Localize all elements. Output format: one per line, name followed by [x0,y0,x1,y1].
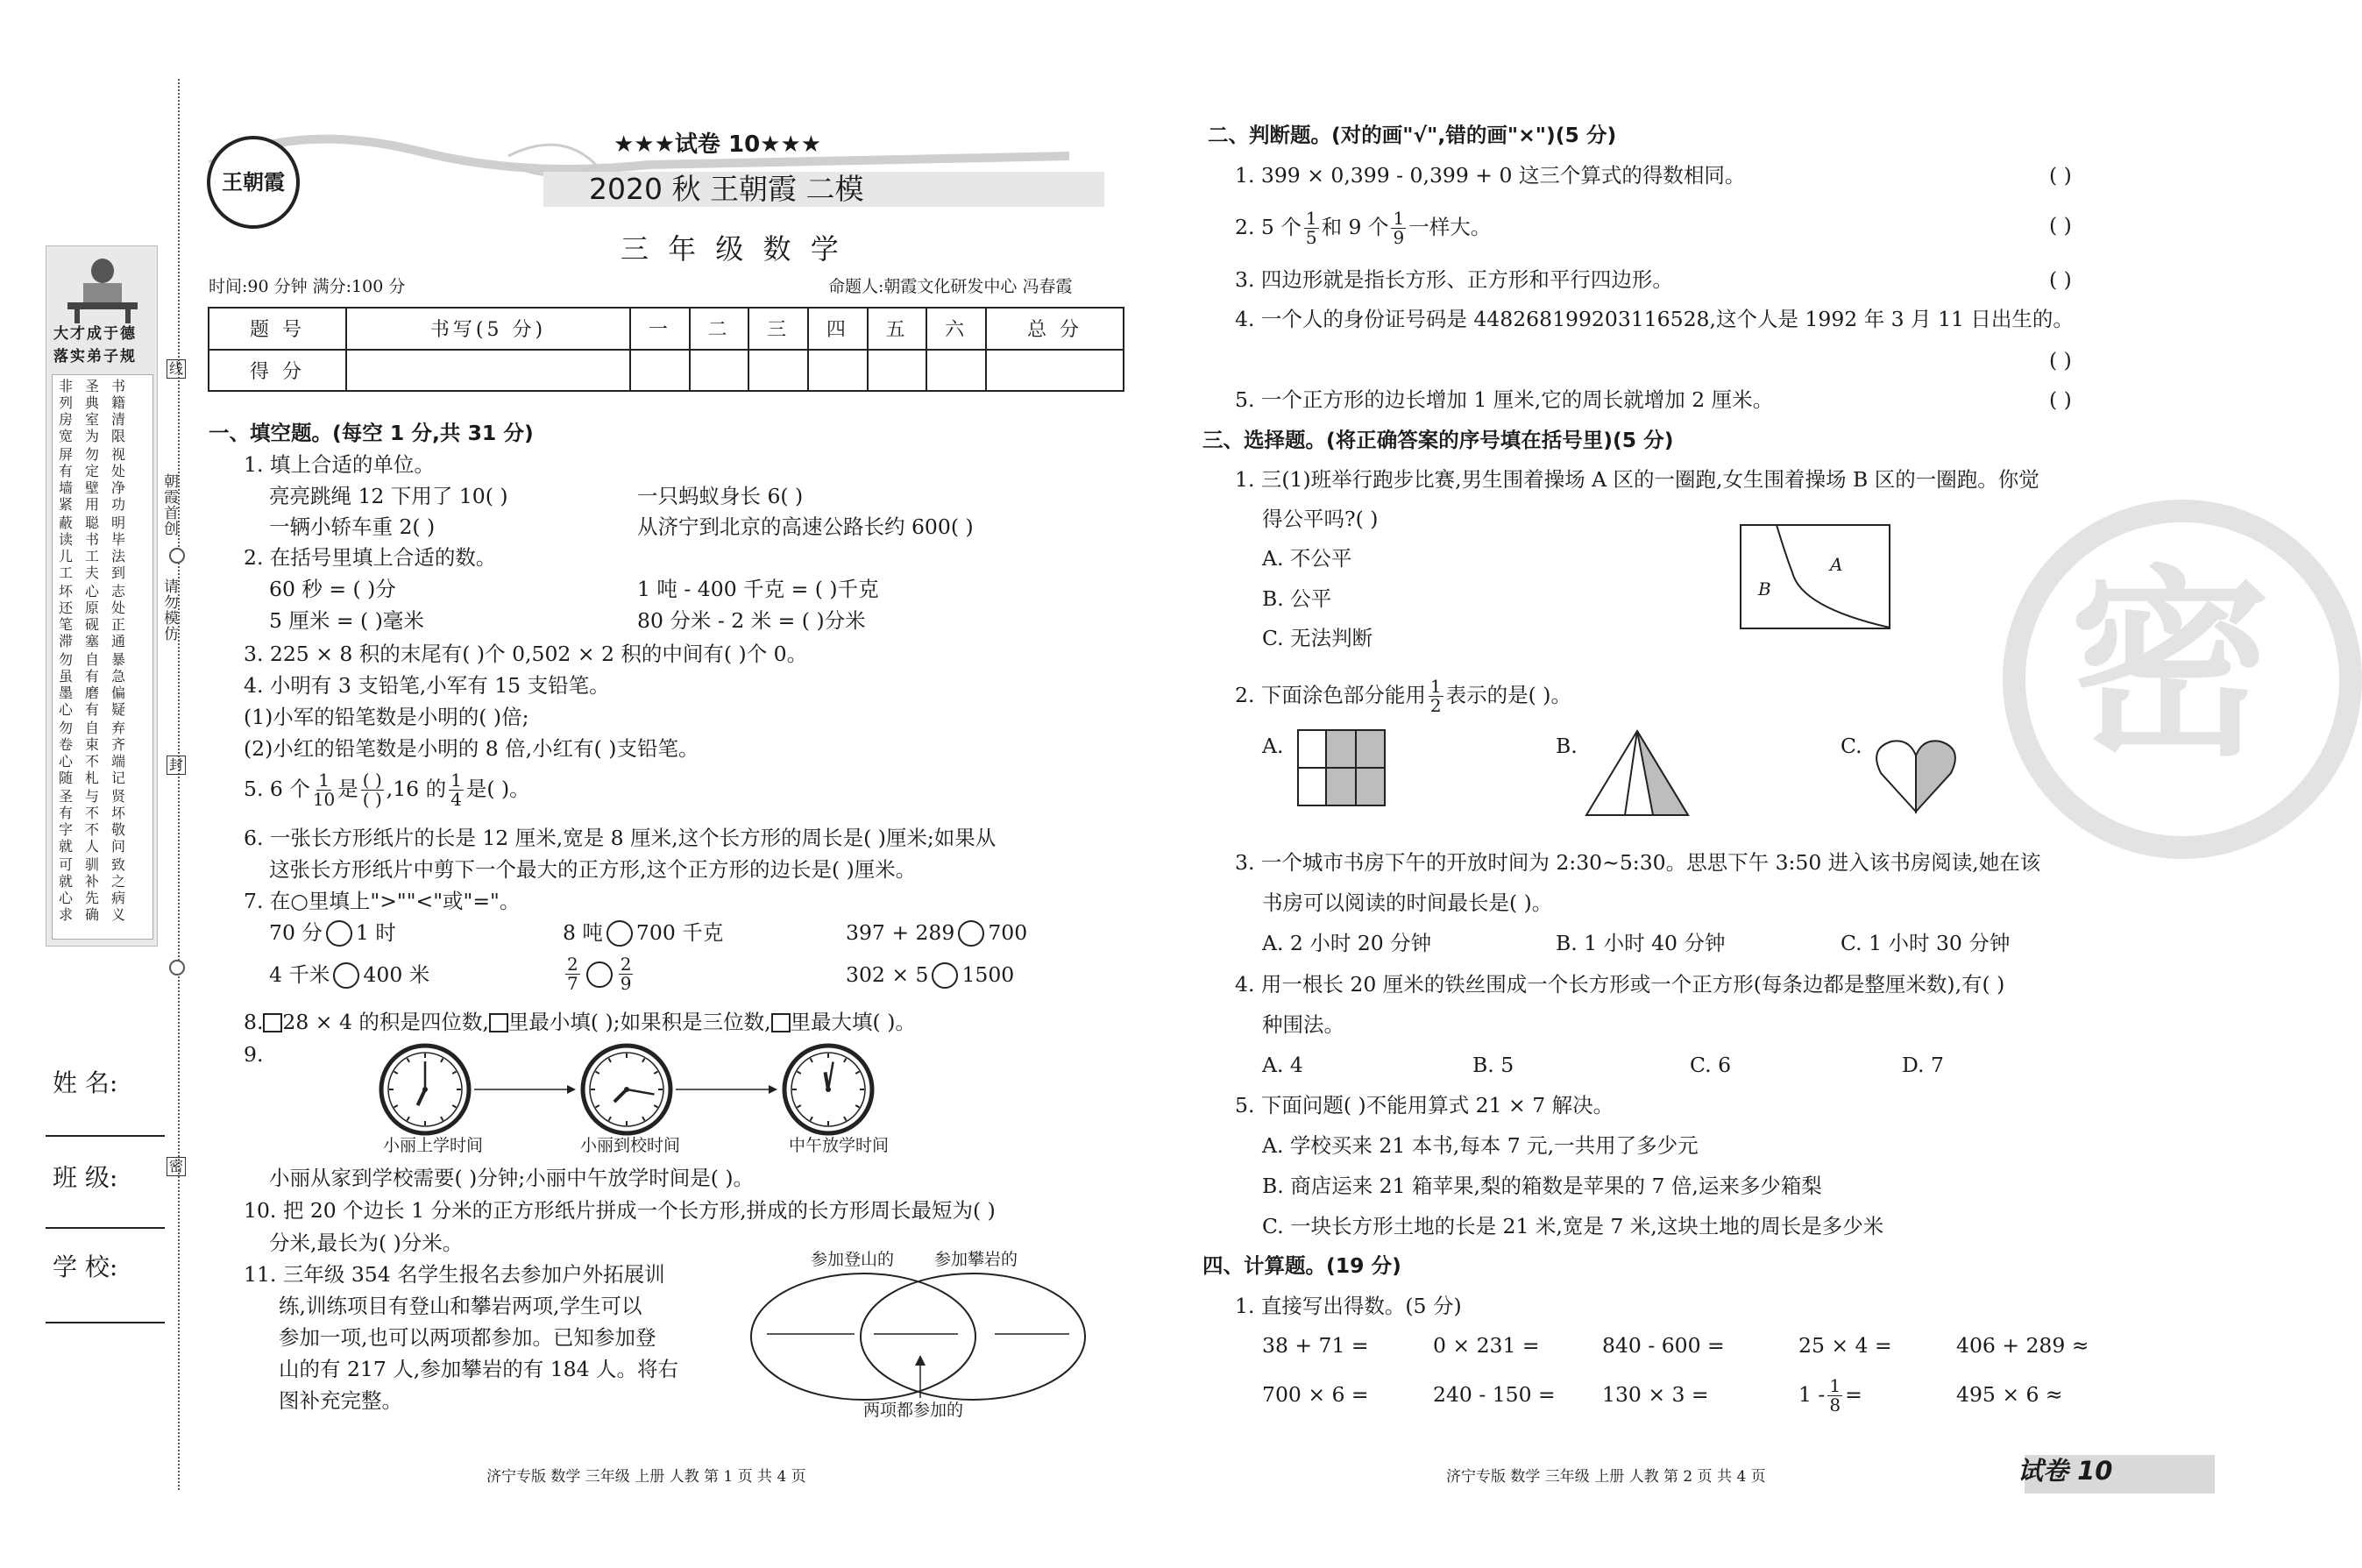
score-cell[interactable] [808,350,868,392]
sec3-title: 三、选择题。(将正确答案的序号填在括号里)(5 分) [1202,428,1674,452]
time-info: 时间:90 分钟 满分:100 分 [209,277,406,296]
calc-item: 130 × 3 = [1602,1382,1709,1407]
digit-box[interactable] [771,1013,791,1032]
q1-2d: 80 分米 - 2 米 = ( )分米 [637,608,866,633]
c-q1a: 1. 三(1)班举行跑步比赛,男生围着操场 A 区的一圈跑,女生围着操场 B 区的一圈跑。你觉 [1235,467,2039,492]
verse-column: 贤坏敬问 [111,788,127,855]
q1-2b: 1 吨 - 400 千克 = ( )千克 [637,577,879,601]
verse-column: 自束不札 [85,720,101,786]
sec2-title: 二、判断题。(对的画"√",错的画"×")(5 分) [1208,123,1617,147]
calc-item: 240 - 150 = [1433,1382,1556,1407]
verse-column: 驯补先确 [85,856,101,923]
q5-pre: 5. 6 个 [244,777,310,802]
arrow-right-icon [769,1085,777,1094]
c-q4a: 4. 用一根长 20 厘米的铁丝围成一个长方形或一个正方形(每条边都是整厘米数),有( ) [1235,972,2005,997]
q1-11a: 11. 三年级 354 名学生报名去参加户外拓展训 [244,1262,665,1287]
motto-bottom: 落实弟子规 [53,348,137,365]
q1-1b: 一只蚂蚁身长 6( ) [637,484,804,508]
digit-box[interactable] [263,1013,282,1032]
clock-pivot [826,1087,831,1092]
class-label: 班 级: [53,1163,118,1192]
score-cell[interactable] [986,350,1124,392]
c-q4-optC[interactable]: C. 6 [1690,1053,1732,1077]
calc-item: 25 × 4 = [1798,1333,1892,1358]
verse-column: 视处净功 [111,446,127,513]
score-cell[interactable] [748,350,808,392]
q5-frac-1: $\frac{1}{10}$ [312,769,336,810]
j-q4-answer[interactable]: ( ) [2049,348,2072,372]
q5-mid2: ,16 的 [386,777,447,802]
j-q1-answer[interactable]: ( ) [2049,163,2072,188]
verse-column: 暴急偏疑 [111,651,127,718]
j-q5-answer[interactable]: ( ) [2049,387,2072,412]
q1-10a: 10. 把 20 个边长 1 分米的正方形纸片拼成一个长方形,拼成的长方形周长最短为( ) [244,1198,996,1223]
c-q2-optA[interactable]: A. [1262,734,1284,758]
j-q2: 2. 5 个 $\frac{1}{5}$ 和 9 个 $\frac{1}{9}$ 一样大。 [1235,207,1492,248]
paper-number: ★★★试卷 10★★★ [614,131,822,158]
name-input[interactable] [46,1135,165,1137]
j-q3: 3. 四边形就是指长方形、正方形和平行四边形。 [1235,267,1673,292]
c-q5-optB[interactable]: B. 商店运来 21 箱苹果,梨的箱数是苹果的 7 倍,运来多少箱梨 [1262,1174,1822,1198]
playground-figure [1740,524,1890,629]
name-label: 姓 名: [53,1068,118,1097]
seal-line: 线 [167,359,186,379]
frac-2-7: $\frac{2}{7}$ [567,954,578,994]
verse-column: 弃齐端记 [111,720,127,786]
logo-seal [207,136,300,229]
q7-row1-b: 8 吨 700 千克 [563,920,724,946]
class-input[interactable] [46,1227,165,1229]
score-header-cell: 一 [630,308,690,350]
verse-column: 非列房宽 [59,378,74,444]
q1-3: 3. 225 × 8 积的末尾有( )个 0,502 × 2 积的中间有( )个 0。 [244,642,808,666]
verse-column: 圣有字就 [59,788,74,855]
score-header-cell: 书写(5 分) [346,308,630,350]
c-q2-optB[interactable]: B. [1556,734,1578,758]
score-header-cell: 四 [808,308,868,350]
verse-column: 圣典室为 [85,378,101,444]
q1-2c: 5 厘米 = ( )毫米 [269,608,424,633]
seal-secret: 密 [167,1157,186,1176]
venn-label-left: 参加登山的 [811,1250,895,1269]
c-q2: 2. 下面涂色部分能用 $\frac{1}{2}$ 表示的是( )。 [1235,675,1571,716]
score-header-cell: 六 [926,308,986,350]
q1-5 [244,770,530,810]
grid-shape-figure [1297,729,1387,806]
compare-circle[interactable] [333,962,359,989]
subject-title: 三 年 级 数 学 [621,232,844,266]
c-q3b: 书房可以阅读的时间最长是( )。 [1262,890,1553,915]
verse-column: 致之病义 [111,856,127,923]
binding-hole-1 [169,548,185,564]
venn-circle-left [751,1274,975,1400]
compare-circle[interactable] [586,961,613,988]
c-q2-optC[interactable]: C. [1841,734,1862,758]
clock-pivot [422,1087,428,1092]
q1-6b: 这张长方形纸片中剪下一个最大的正方形,这个正方形的边长是( )厘米。 [269,857,917,882]
q5-post: 是( )。 [465,777,530,802]
q1-1a: 亮亮跳绳 12 下用了 10( ) [269,484,508,508]
school-input[interactable] [46,1322,165,1323]
c-q4-optD[interactable]: D. 7 [1902,1053,1944,1077]
score-header-cell: 题 号 [209,308,346,350]
q1-2: 2. 在括号里填上合适的数。 [244,545,497,570]
clock-label-1: 小丽上学时间 [383,1136,484,1155]
j-q3-answer[interactable]: ( ) [2049,267,2072,292]
field-label-B: B [1758,578,1771,600]
verse-column: 书籍清限 [111,378,127,444]
q1-11d: 山的有 217 人,参加攀岩的有 184 人。将右 [279,1357,679,1381]
q1-6a: 6. 一张长方形纸片的长是 12 厘米,宽是 8 厘米,这个长方形的周长是( )厘米;如果从 [244,826,997,850]
score-row-label: 得 分 [209,350,346,392]
verse-column: 明毕法到 [111,514,127,581]
vertical-note-2: 请勿模仿 [160,578,179,642]
calc-item: 840 - 600 = [1602,1333,1725,1358]
j-q1: 1. 399 × 0,399 - 0,399 + 0 这三个算式的得数相同。 [1235,163,1746,188]
calc-q1: 1. 直接写出得数。(5 分) [1235,1294,1462,1318]
logo-text: 王朝霞 [222,170,285,195]
q7-row2-b [563,955,635,993]
motto-top: 大才成于德 [53,325,137,343]
watermark-text: 密 [2069,550,2272,784]
q5-mid: 是 [337,777,358,802]
vertical-note-1: 朝霞首创 [160,473,179,536]
seal-seal: 封 [167,756,186,775]
verse-column: 志处正通 [111,583,127,649]
score-header-cell: 总 分 [986,308,1124,350]
c-q3a: 3. 一个城市书房下午的开放时间为 2:30~5:30。思思下午 3:50 进入该书房阅读,她在该 [1235,850,2041,875]
score-header-cell: 三 [748,308,808,350]
scholar-illustration [59,252,146,326]
binding-line [178,79,180,1490]
compare-circle[interactable] [932,962,958,989]
c-q5: 5. 下面问题( )不能用算式 21 × 7 解决。 [1235,1093,1614,1117]
q1-1d: 从济宁到北京的高速公路长约 600( ) [637,514,974,539]
calc-item: 700 × 6 = [1262,1382,1369,1407]
frac-1-2: $\frac{1}{2}$ [1429,675,1442,716]
footer-right: 济宁专版 数学 三年级 上册 人教 第 2 页 共 4 页 [1446,1468,1766,1486]
digit-box[interactable] [489,1013,508,1032]
verse-column: 可就心求 [59,856,74,923]
score-cell[interactable] [346,350,630,392]
arrow-right-icon [567,1085,576,1094]
calc-item: 495 × 6 ≈ [1956,1382,2063,1407]
q1-11e: 图补充完整。 [279,1388,402,1413]
venn-label-bottom: 两项都参加的 [863,1401,964,1420]
sec1-title: 一、填空题。(每空 1 分,共 31 分) [209,421,534,445]
calc-item: 406 + 289 ≈ [1956,1333,2089,1358]
q1-7: 7. 在○里填上">""<"或"="。 [244,889,521,913]
verse-column: 蔽读儿工 [59,514,74,581]
q1-11b: 练,训练项目有登山和攀岩两项,学生可以 [279,1294,642,1318]
watermark-seal [2003,500,2362,859]
c-q4b: 种围法。 [1262,1012,1344,1037]
q1-4b: (2)小红的铅笔数是小明的 8 倍,小红有( )支铅笔。 [244,736,699,761]
q5-frac-blank[interactable]: $\frac{( )}{( )}$ [362,769,382,810]
j-q2-answer[interactable]: ( ) [2049,213,2072,238]
q1-1c: 一辆小轿车重 2( ) [269,514,436,539]
corner-tag: 试卷 10 [2018,1456,2113,1486]
c-q3-optB[interactable]: B. 1 小时 40 分钟 [1556,931,1726,955]
j-q5: 5. 一个正方形的边长增加 1 厘米,它的周长就增加 2 厘米。 [1235,387,1774,412]
verse-column: 坏还笔滞 [59,583,74,649]
score-table [208,307,1124,392]
verse-column: 与不不人 [85,788,101,855]
field-label-A: A [1830,554,1843,575]
frac-1-9: $\frac{1}{9}$ [1393,207,1405,248]
verse-column: 心原砚塞 [85,583,101,649]
c-q1-optB[interactable]: B. 公平 [1262,586,1332,611]
compare-circle[interactable] [326,920,352,947]
clock-label-3: 中午放学时间 [789,1136,890,1155]
calc-item: 38 + 71 = [1262,1333,1369,1358]
verse-column: 勿定壁用 [85,446,101,513]
footer-left: 济宁专版 数学 三年级 上册 人教 第 1 页 共 4 页 [486,1468,806,1486]
clock-pivot [624,1087,629,1092]
q1-9: 9. [244,1042,264,1067]
j-q4: 4. 一个人的身份证号码是 448268199203116528,这个人是 1992 年 3 月 11 日出生的。 [1235,307,2074,331]
arrowhead-icon [915,1355,926,1366]
calc-item: 0 × 231 = [1433,1333,1540,1358]
frac-2-9: $\frac{2}{9}$ [620,954,632,994]
author-info: 命题人:朝霞文化研发中心 冯春霞 [828,277,1073,296]
c-q3-optC[interactable]: C. 1 小时 30 分钟 [1841,931,2011,955]
q1-10b: 分米,最长为( )分米。 [269,1231,464,1255]
compare-circle[interactable] [606,920,633,947]
q1-1: 1. 填上合适的单位。 [244,452,435,477]
heart-figure [1874,738,1958,813]
verse-column: 勿虽墨心 [59,651,74,718]
clock-label-2: 小丽到校时间 [580,1136,681,1155]
calc-fraction-item: 1 - $\frac{1}{8}$ = [1798,1374,1862,1415]
c-q1b: 得公平吗?( ) [1262,507,1379,531]
q7-row2-a: 4 千米 400 米 [269,962,430,988]
q5-frac-2: $\frac{1}{4}$ [450,769,462,810]
verse-column: 勿卷心随 [59,720,74,786]
c-q1-optA[interactable]: A. 不公平 [1262,546,1352,571]
binding-hole-2 [169,960,185,976]
q1-4: 4. 小明有 3 支铅笔,小军有 15 支铅笔。 [244,673,610,698]
score-cell[interactable] [690,350,749,392]
score-header-cell: 二 [690,308,749,350]
sec4-title: 四、计算题。(19 分) [1202,1253,1401,1278]
score-cell[interactable] [926,350,986,392]
frac-1-8: $\frac{1}{8}$ [1829,1374,1841,1415]
c-q3-optA[interactable]: A. 2 小时 20 分钟 [1262,931,1432,955]
q7-row2-c: 302 × 5 1500 [846,962,1015,988]
q1-2a: 60 秒 = ( )分 [269,577,396,601]
q7-row1-a: 70 分 1 时 [269,920,396,946]
q1-11c: 参加一项,也可以两项都参加。已知参加登 [279,1325,656,1350]
frac-1-5: $\frac{1}{5}$ [1305,207,1317,248]
triangle-figure [1585,729,1690,817]
exam-title: 2020 秋 王朝霞 二模 [589,172,864,206]
score-header-cell: 五 [868,308,927,350]
verse-column: 聪书工夫 [85,514,101,581]
q1-8: 8. 28 × 4 的积是四位数, 里最小填( );如果积是三位数, 里最大填( )。 [244,1010,916,1034]
c-q1-optC[interactable]: C. 无法判断 [1262,626,1373,650]
q1-4a: (1)小军的铅笔数是小明的( )倍; [244,705,529,729]
venn-label-right: 参加攀岩的 [934,1250,1018,1269]
c-q4-optA[interactable]: A. 4 [1262,1053,1303,1077]
q7-row1-c: 397 + 289 700 [846,920,1028,946]
compare-circle[interactable] [958,920,984,947]
c-q4-optB[interactable]: B. 5 [1472,1053,1514,1077]
venn-circle-right [861,1274,1085,1400]
c-q5-optA[interactable]: A. 学校买来 21 本书,每本 7 元,一共用了多少元 [1262,1133,1699,1158]
q1-9-text: 小丽从家到学校需要( )分钟;小丽中午放学时间是( )。 [269,1166,755,1190]
verse-column: 屏有墙紧 [59,446,74,513]
verse-column: 自有磨有 [85,651,101,718]
c-q5-optC[interactable]: C. 一块长方形土地的长是 21 米,宽是 7 米,这块土地的周长是多少米 [1262,1214,1884,1238]
score-cell[interactable] [630,350,690,392]
school-label: 学 校: [53,1252,118,1281]
score-cell[interactable] [868,350,927,392]
